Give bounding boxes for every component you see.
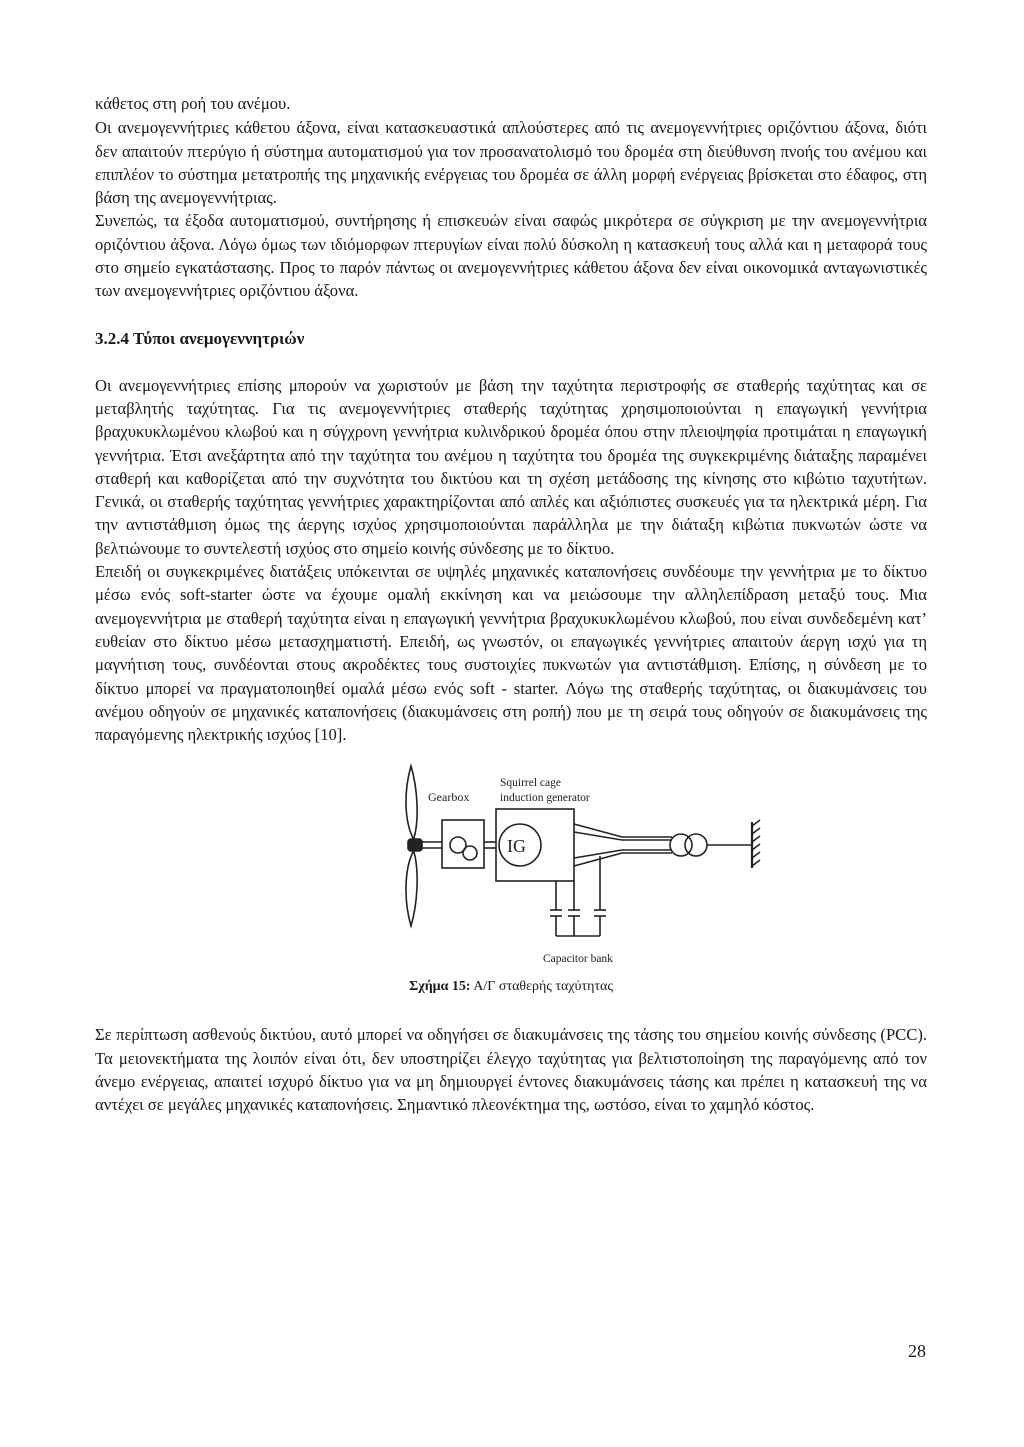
label-gearbox: Gearbox bbox=[428, 790, 470, 805]
figure-fixed-speed-turbine bbox=[95, 760, 927, 966]
paragraph-continuation: κάθετος στη ροή του ανέμου. bbox=[95, 94, 291, 113]
paragraph-costs: Συνεπώς, τα έξοδα αυτοματισμού, συντήρησης ή επισκευών είναι σαφώς μικρότερα σε σύγκριση με την ανεμογεννήτρια οριζόντιου άξονα. Λόγω όμως των ιδιόμορφων πτερυγίων είναι πολύ δύσκολη η κατασκευή τους αλλά και η μεταφορά τους στο σημείο εγκατάστασης. Προς το παρόν πάντως οι ανεμογεννήτριες κάθετου άξονα δεν είναι οικονομικά ανταγωνιστικές των ανεμογεννήτριες οριζόντιου άξονα. bbox=[95, 211, 927, 301]
label-squirrel-cage: Squirrel cage bbox=[500, 777, 561, 790]
rotor-hub-icon bbox=[408, 839, 422, 851]
page-content bbox=[95, 92, 927, 1117]
paragraph-soft-starter: Επειδή οι συγκεκριμένες διατάξεις υπόκεινται σε υψηλές μηχανικές καταπονήσεις συνδέουμε την γεννήτρια με το δίκτυο μέσω ενός soft-starter ώστε να έχουμε ομαλή εκκίνηση και να μειώσουμε την αλληλεπίδραση μεταξύ τους. Μια ανεμογεννήτρια με σταθερή ταχύτητα είναι η επαγωγική γεννήτρια βραχυκυκλωμένου κλωβού, που είναι συνδεδεμένη κατ’ ευθείαν στο δίκτυο μέσω μετασχηματιστή. Επειδή, ως γνωστόν, οι επαγωγικές γεννήτριες απαιτούν άεργη ισχύ για τη μαγνήτιση τους, συνδέονται στους ακροδέκτες τους συστοιχίες πυκνωτών για αντιστάθμιση. Επίσης, η σύνδεση με το δίκτυο μπορεί να πραγματοποιηθεί ομαλά μέσω ενός soft - starter. Λόγω της σταθερής ταχύτητας, οι διακυμάνσεις του ανέμου οδηγούν σε μηχανικές καταπονήσεις (διακυμάνσεις στη ροπή) που με τη σειρά τους οδηγούν σε διακυμάνσεις της παραγόμενης ηλεκτρικής ισχύος [10]. bbox=[95, 562, 927, 745]
caption-text: Α/Γ σταθερής ταχύτητας bbox=[470, 979, 613, 995]
figure-caption bbox=[95, 978, 927, 996]
paragraph-speed-types: Οι ανεμογεννήτριες επίσης μπορούν να χωριστούν με βάση την ταχύτητα περιστροφής σε σταθερής ταχύτητας και σε μεταβλητής ταχύτητας. Για τις ανεμογεννήτριες σταθερής ταχύτητας χρησιμοποιούνται η επαγωγική γεννήτρια βραχυκυκλωμένου κλωβού και η σύγχρονη γεννήτρια κυλινδρικού δρομέα όπου στην πλειοψηφία προτιμάται η επαγωγική γεννήτρια. Έτσι ανεξάρτητα από την ταχύτητα του ανέμου η ταχύτητα του δρομέα της συγκεκριμένης διάταξης παραμένει σταθερή και καθορίζεται από την συχνότητα του δικτύου και τη σχέση μετάδοσης της κίνησης στο κιβώτιο ταχυτήτων. Γενικά, οι σταθερής ταχύτητας γεννήτριες χαρακτηρίζονται από απλές και αξιόπιστες συσκευές για τα ηλεκτρικά μέρη. Για την αντιστάθμιση όμως της άεργης ισχύος χρησιμοποιούνται παράλληλα με την διάταξη κιβώτια πυκνωτών ώστε να βελτιώνουμε το συντελεστή ισχύος στο σημείο κοινής σύνδεσης με το δίκτυο. bbox=[95, 375, 927, 558]
label-capacitor-bank: Capacitor bank bbox=[543, 953, 613, 966]
turbine-schematic bbox=[300, 760, 780, 966]
caption-prefix: Σχήμα 15: bbox=[409, 979, 471, 995]
paragraph-weak-grid: Σε περίπτωση ασθενούς δικτύου, αυτό μπορεί να οδηγήσει σε διακυμάνσεις της τάσης του σημείου κοινής σύνδεσης (PCC). Τα μειονεκτήματα της λοιπόν είναι ότι, δεν υποστηρίζει έλεγχο ταχύτητας για βελτιστοποίηση της παραγόμενης από τον άνεμο ενέργειας, απαιτεί ισχυρό δίκτυο για να μη δημιουργεί έντονες διακυμάνσεις τάσης και πρέπει η κατασκευή της να αντέχει σε μεγάλες μηχανικές καταπονήσεις. Σημαντικό πλεονέκτημα της, ωστόσο, είναι το χαμηλό κόστος. bbox=[95, 1025, 927, 1115]
page-number: 28 bbox=[908, 1341, 926, 1361]
rotor-blade-upper-icon bbox=[406, 766, 417, 838]
section-heading: 3.2.4 Τύποι ανεμογεννητριών bbox=[95, 328, 305, 348]
label-ig: IG bbox=[507, 836, 526, 857]
paragraph-vertical-axis: Οι ανεμογεννήτριες κάθετου άξονα, είναι κατασκευαστικά απλούστερες από τις ανεμογεννήτριες οριζόντιου άξονα, διότι δεν απαιτούν πτερύγιο ή σύστημα αυτοματισμού για τον προσανατολισμό του δρομέα στη διεύθυνση πνοής του ανέμου και επιπλέον το σύστημα μετατροπής της μηχανικής ενέργειας του δρομέα σε άλλη μορφή ενέργειας βρίσκεται στο έδαφος, στη βάση της ανεμογεννήτριας. bbox=[95, 118, 927, 208]
gearbox-icon bbox=[442, 820, 484, 868]
label-induction-generator: induction generator bbox=[500, 792, 590, 805]
rotor-blade-lower-icon bbox=[406, 852, 417, 926]
